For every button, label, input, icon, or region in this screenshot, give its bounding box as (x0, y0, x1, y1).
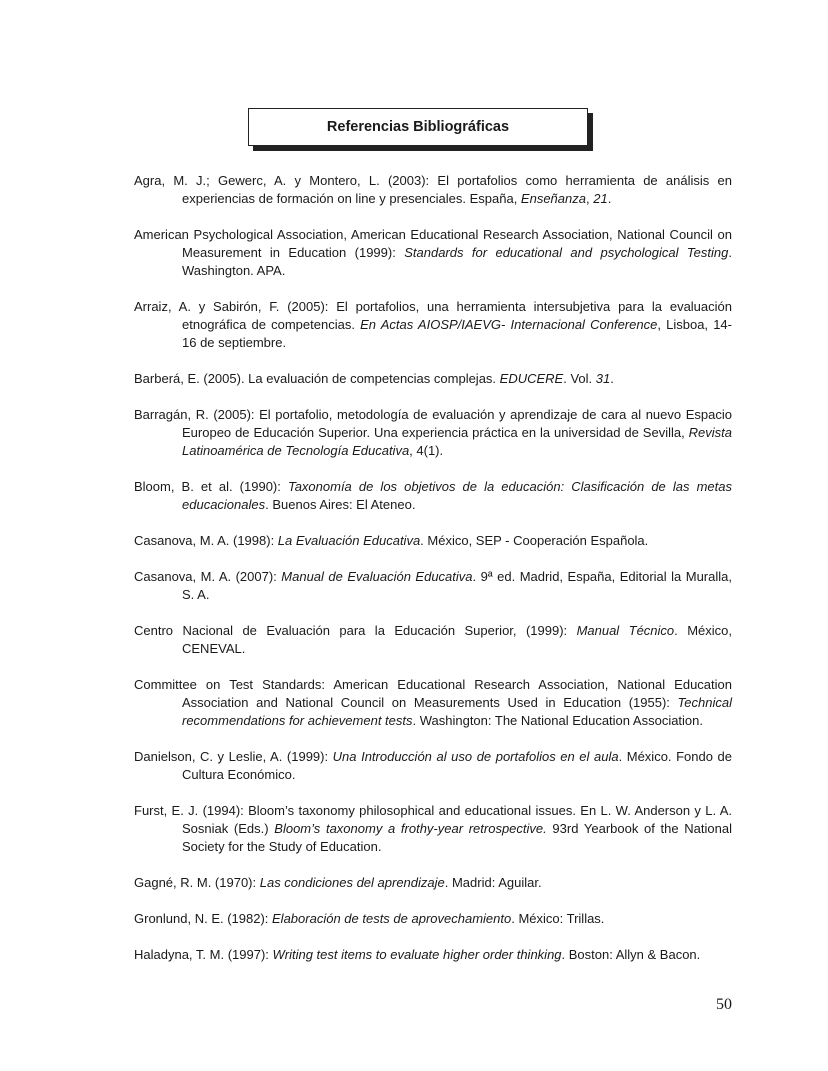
reference-text: , (585, 191, 594, 206)
reference-entry (134, 748, 732, 784)
reference-text: . Vol. (563, 371, 596, 386)
reference-italic-text: 31 (595, 371, 611, 386)
reference-entry (134, 478, 732, 514)
reference-text: 93rd Yearbook of the National Society for the Study of Education. (182, 821, 732, 854)
reference-entry (134, 406, 732, 460)
reference-text: Gagné, R. M. (1970): (134, 875, 260, 890)
reference-italic-text: EDUCERE (499, 371, 564, 386)
reference-italic-text: 21 (593, 191, 608, 206)
reference-text: , Lisboa, 14-16 de septiembre. (182, 317, 732, 350)
reference-italic-text: Una Introducción al uso de portafolios en el aula (332, 749, 619, 764)
reference-entry (134, 568, 732, 604)
section-heading-box (248, 108, 588, 146)
reference-text: Centro Nacional de Evaluación para la Educación Superior, (1999): (134, 623, 577, 638)
reference-entry (134, 226, 732, 280)
reference-italic-text: Writing test items to evaluate higher order thinking (272, 947, 562, 962)
reference-text: , 4(1). (409, 443, 444, 458)
reference-entry (134, 298, 732, 352)
reference-text: Casanova, M. A. (2007): (134, 569, 282, 584)
reference-entry (134, 802, 732, 856)
reference-text: . Washington: The National Education Association. (412, 713, 704, 728)
reference-text: Committee on Test Standards: American Educational Research Association, National Education Association and National Council on Measurements Used in Education (1955): (134, 677, 732, 710)
reference-text: Bloom, B. et al. (1990): (134, 479, 288, 494)
reference-text: Barragán, R. (2005): El portafolio, metodología de evaluación y aprendizaje de cara al nuevo Espacio Europeo de Educación Superior. Una experiencia práctica en la universidad de Sevilla, (134, 407, 732, 440)
reference-text: . México. Fondo de Cultura Económico. (182, 749, 732, 782)
reference-text: . Buenos Aires: El Ateneo. (265, 497, 416, 512)
reference-italic-text: Technical recommendations for achievement tests (182, 695, 732, 728)
reference-text: . México, SEP - Cooperación Española. (420, 533, 649, 548)
reference-text: . México, CENEVAL. (182, 623, 732, 656)
reference-text: . (607, 191, 612, 206)
reference-entry (134, 532, 732, 550)
reference-entry (134, 172, 732, 208)
reference-text: Gronlund, N. E. (1982): (134, 911, 273, 926)
reference-italic-text: Taxonomía de los objetivos de la educación: Clasificación de las metas educacionales (182, 479, 732, 512)
reference-italic-text: La Evaluación Educativa (277, 533, 421, 548)
reference-text: Casanova, M. A. (1998): (134, 533, 278, 548)
reference-entry (134, 946, 732, 964)
reference-italic-text: Manual Técnico (576, 623, 675, 638)
reference-text: American Psychological Association, American Educational Research Association, National Council on Measurement in Education (1999): (134, 227, 732, 260)
reference-italic-text: Revista Latinoamérica de Tecnología Educativa (182, 425, 732, 458)
reference-italic-text: Las condiciones del aprendizaje (259, 875, 445, 890)
reference-entry (134, 676, 732, 730)
reference-italic-text: Enseñanza (520, 191, 586, 206)
reference-italic-text: En Actas AIOSP/IAEVG- Internacional Conference (360, 317, 658, 332)
reference-entry (134, 370, 732, 388)
reference-list (134, 172, 732, 964)
reference-entry (134, 622, 732, 658)
reference-italic-text: Manual de Evaluación Educativa (281, 569, 473, 584)
reference-text: Arraiz, A. y Sabirón, F. (2005): El portafolios, una herramienta intersubjetiva para la evaluación etnográfica de competencias. (134, 299, 732, 332)
reference-text: . (610, 371, 614, 386)
page-number: 50 (716, 996, 732, 1013)
section-heading: Referencias Bibliográficas (326, 119, 510, 135)
reference-italic-text: Standards for educational and psychological Testing (404, 245, 729, 260)
reference-text: Agra, M. J.; Gewerc, A. y Montero, L. (2003): El portafolios como herramienta de análisis en experiencias de formación on line y presenciales. España, (134, 173, 732, 206)
reference-italic-text: Elaboración de tests de aprovechamiento (272, 911, 512, 926)
reference-entry (134, 874, 732, 892)
reference-text: . Washington. APA. (182, 245, 732, 278)
reference-text: . México: Trillas. (511, 911, 605, 926)
reference-text: . Boston: Allyn & Bacon. (561, 947, 701, 962)
reference-text: . Madrid: Aguilar. (444, 875, 542, 890)
reference-text: Furst, E. J. (1994): Bloom’s taxonomy philosophical and educational issues. En L. W. Anderson y L. A. Sosniak (Eds.) (134, 803, 732, 836)
reference-text: . 9ª ed. Madrid, España, Editorial la Muralla, S. A. (182, 569, 732, 602)
reference-text: Danielson, C. y Leslie, A. (1999): (134, 749, 333, 764)
reference-text: Haladyna, T. M. (1997): (134, 947, 273, 962)
reference-text: Barberá, E. (2005). La evaluación de competencias complejas. (134, 371, 500, 386)
reference-italic-text: Bloom’s taxonomy a frothy-year retrospective. (274, 821, 547, 836)
reference-entry (134, 910, 732, 928)
